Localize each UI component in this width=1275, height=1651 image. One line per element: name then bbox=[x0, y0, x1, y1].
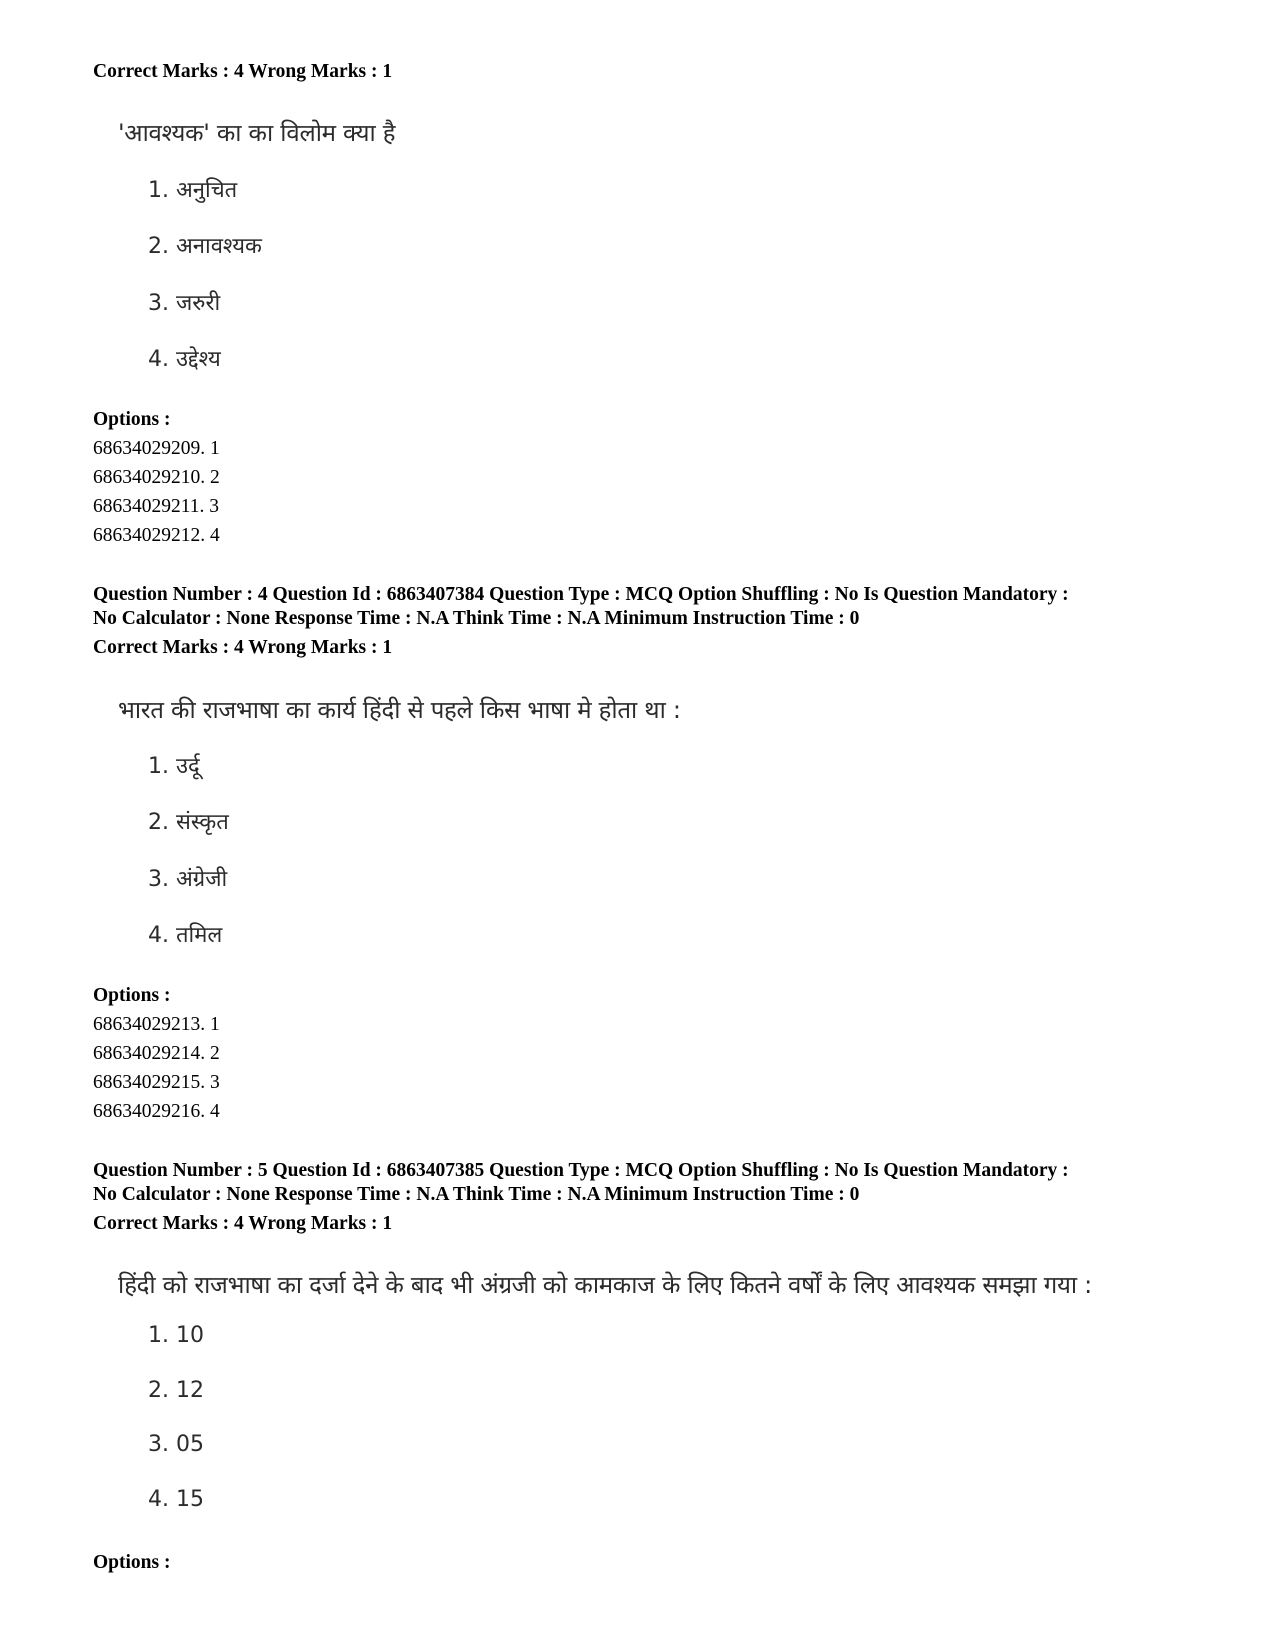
marks-line: Correct Marks : 4 Wrong Marks : 1 bbox=[93, 637, 393, 658]
question-header-line2: No Calculator : None Response Time : N.A Think Time : N.A Minimum Instruction Time : 0 bbox=[93, 608, 860, 629]
options-label: Options : bbox=[93, 985, 171, 1006]
choice-2: 2. अनावश्यक bbox=[148, 234, 262, 259]
choice-3: 3. अंग्रेजी bbox=[148, 867, 228, 892]
choice-2: 2. संस्कृत bbox=[148, 810, 229, 835]
choice-2: 2. 12 bbox=[148, 1378, 204, 1403]
choice-3: 3. 05 bbox=[148, 1432, 204, 1457]
options-label: Options : bbox=[93, 409, 171, 430]
option-id-1: 68634029209. 1 bbox=[93, 438, 220, 459]
option-id-1: 68634029213. 1 bbox=[93, 1014, 220, 1035]
question-header-line2: No Calculator : None Response Time : N.A Think Time : N.A Minimum Instruction Time : 0 bbox=[93, 1184, 860, 1205]
question-header-line1: Question Number : 5 Question Id : 6863407385 Question Type : MCQ Option Shuffling : No Is Question Mandatory : bbox=[93, 1160, 1069, 1181]
choice-1: 1. अनुचित bbox=[148, 178, 238, 203]
choice-1: 1. उर्दू bbox=[148, 754, 200, 779]
choice-4: 4. तमिल bbox=[148, 923, 223, 948]
choice-4: 4. उद्देश्य bbox=[148, 347, 221, 372]
option-id-4: 68634029212. 4 bbox=[93, 525, 220, 546]
question-text: 'आवश्यक' का का विलोम क्या है bbox=[118, 119, 396, 147]
marks-line: Correct Marks : 4 Wrong Marks : 1 bbox=[93, 1213, 393, 1234]
options-label: Options : bbox=[93, 1552, 171, 1573]
marks-line: Correct Marks : 4 Wrong Marks : 1 bbox=[93, 61, 393, 82]
option-id-3: 68634029215. 3 bbox=[93, 1072, 220, 1093]
choice-1: 1. 10 bbox=[148, 1323, 204, 1348]
question-header-line1: Question Number : 4 Question Id : 6863407384 Question Type : MCQ Option Shuffling : No Is Question Mandatory : bbox=[93, 584, 1069, 605]
option-id-4: 68634029216. 4 bbox=[93, 1101, 220, 1122]
choice-3: 3. जरुरी bbox=[148, 291, 221, 316]
option-id-3: 68634029211. 3 bbox=[93, 496, 220, 517]
question-text: हिंदी को राजभाषा का दर्जा देने के बाद भी अंग्रजी को कामकाज के लिए कितने वर्षों के लिए आवश्यक समझा गया : bbox=[118, 1271, 1092, 1299]
option-id-2: 68634029214. 2 bbox=[93, 1043, 220, 1064]
choice-4: 4. 15 bbox=[148, 1487, 204, 1512]
question-text: भारत की राजभाषा का कार्य हिंदी से पहले किस भाषा मे होता था : bbox=[118, 696, 681, 724]
option-id-2: 68634029210. 2 bbox=[93, 467, 220, 488]
